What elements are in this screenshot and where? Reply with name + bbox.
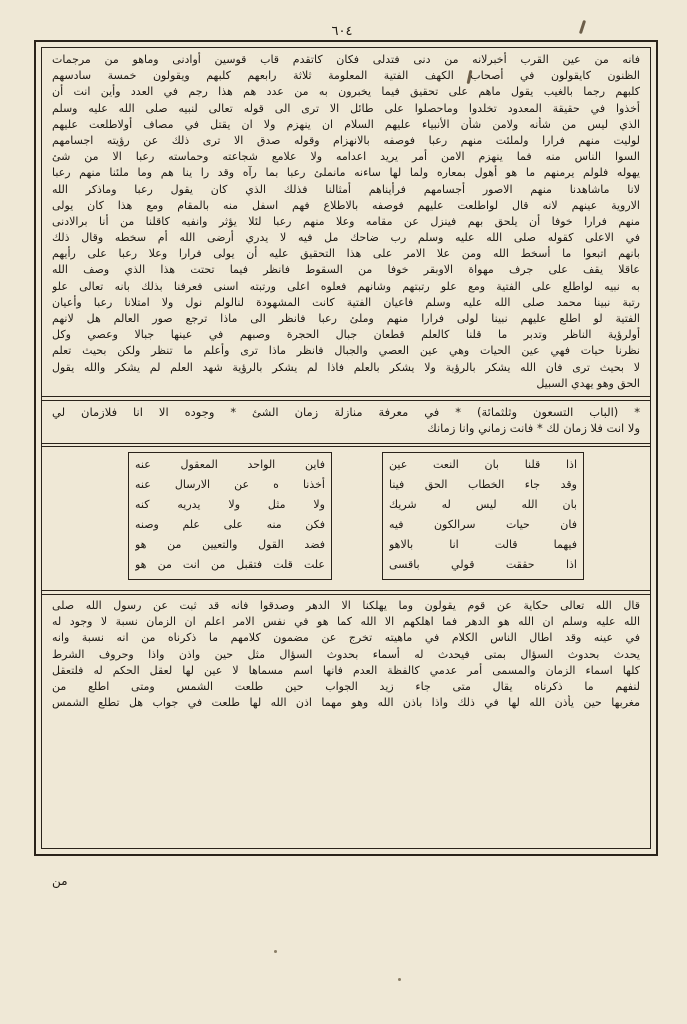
paper-spot xyxy=(398,978,401,981)
text-line: عاقلا يقف على جرف مهواة الاوبقر خوفا من السقوط فانظر فيما تحتت هذا الذي وصف الله xyxy=(52,263,640,277)
text-line: الظنون كايقولون في أصحاب الكهف الفتية المعلومة ثلاثة رابعهم كلبهم ويقولون خمسة سادسهم xyxy=(52,69,640,83)
text-line: قال الله تعالى حكاية عن قوم يقولون وما يهلكنا الا الدهر وصدقوا فانه قد ثبت عن رسول الله صلى xyxy=(52,599,640,612)
section-divider xyxy=(42,443,650,444)
poem-right-column xyxy=(382,452,584,580)
text-line: يحدث بحدوث السؤال بمتى فيحدث له أسماء بحدوث السؤال مثل حين واذن واذا وحروف الشرط xyxy=(52,647,640,661)
verse-line: وقد جاء الخطاب الحق فينا xyxy=(389,478,577,491)
catchword: من xyxy=(52,874,68,888)
text-line: به نبيه لواطلع على الفتية ومع علو رتبتهم وشانهم فعلوه اعلى ورتبته اسنى فعرفنا بذلك بانه تعالى علو xyxy=(52,279,640,293)
chapter-heading-line: * (الباب التسعون وثلثمائة) * في معرفة منازلة زمان الشئ * وجوده الا انا فلازمان لي xyxy=(52,405,640,419)
paper-spot xyxy=(274,950,277,953)
verse-line: اذا حققت قولي باقسى xyxy=(389,558,577,571)
text-line: في الاعلى كقوله صلى الله عليه وسلم رب ضاحك مل فيه لا يدري أرضى الله أم سخطه وقال ذلك xyxy=(52,231,640,245)
text-line: في عينه وقد اطال الناس الكلام في ماهيته تخرج عن مضمون كلامهم ما ذكرناه من انه نسبة وانه xyxy=(52,631,640,645)
verse-line: فان حيات سرالكون فيه xyxy=(389,518,577,531)
text-line: أولرؤية الناظر وتدبر ما قلنا كالعلم قطعان جبال الحجرة وصبهم في عينها جبالا وعصي وكل xyxy=(52,328,640,342)
text-line: الحق وهو يهدي السبيل xyxy=(536,376,640,390)
text-section-two xyxy=(52,598,640,711)
page-frame-inner xyxy=(41,47,651,849)
text-line: الذي ليس من شأنه ولامن شأن الأنبياء عليهم السلام ان ينهزم ولا ان يقتل في مصاف أولاطلعت عليهم xyxy=(52,117,640,131)
verse-line: ولا مثل ولا يدريه كنه xyxy=(135,498,325,511)
text-line: بانهم اتبعوا ما أسخط الله ومن علا الامر على هذا التحقيق عليه أن يولى فرارا وعلا رعبا على رأيهم xyxy=(52,247,640,261)
text-line: رتبة نبينا محمد صلى الله عليه وسلم فاعيان الفتية كانت المشهودة لنالولم نول ولا امتلانا رعبا وأعيان xyxy=(52,295,640,309)
verse-line: أخذنا ه عن الارسال عنه xyxy=(135,478,325,491)
ink-mark xyxy=(579,20,586,34)
text-line: أخذوا في حقيقة المعدود تخلدوا وماحصلوا على طائل الا ترى الى قوله تعالى لنبيه صلى الله عليه وسلم xyxy=(52,101,640,115)
text-line: نظرنا حيات فهي عين الحيات وهي عين العصي والجبال فانظر ماذا ترى وأعلم ما تنظر ولكن بحيث تعلم xyxy=(52,344,640,358)
verse-line: اذا قلنا بان النعت عين xyxy=(389,458,577,471)
chapter-heading xyxy=(52,404,640,436)
text-line: لانا ماشاهدنا منهم الاصور أجسامهم فرأيناهم أمثالنا فذلك الذي كان يقول رعبا وماذكر الله xyxy=(52,182,640,196)
verse-line: فاين الواحد المعقول عنه xyxy=(135,458,325,471)
text-line: الفتية لو اطلع عليهم نبينا لولى فرارا منهم وملئ رعبا فانظر الى ماذا ترجع صور العالم هل لانهم xyxy=(52,312,640,325)
text-line: كلها اسماء الزمان والمسمى أمر عدمي كالفظة العدم فانها اسم مسماها لا عين لها لعقل الحكم له فلتعقل xyxy=(52,663,640,677)
text-line: مغربها حين يأذن الله لها في ذلك واذا باذن الله وهو مهما اذن الله لها طلعت في جواب هل تطلع الشمس xyxy=(52,696,640,710)
text-line: الاروية عينهم لانه قال لواطلعت عليهم فوصفه بالاطلاع فهم اسفل منه بالمقام ومع هذا كان يولى xyxy=(52,198,640,212)
text-section-one xyxy=(52,52,640,392)
verse-line: علت قلت فتقبل من انت من هو xyxy=(135,558,325,571)
text-line: يهوله فلولم يرمنهم ما هو أهول بمعاره ولما لها ساءنه مانملئ رعبا بما رآه وقد را ينا هم وما ملئنا منهم رعبا xyxy=(52,166,640,180)
verse-line: فكن منه على علم وصنه xyxy=(135,518,325,531)
verse-line: فيهما قالت انا بالاهو xyxy=(389,538,577,551)
text-line: لوليت منهم فرارا ولملئت منهم رعبا فوصفه بالانهزام وقوله صدق الا ترى ذلك عن رؤيته اجسامهم xyxy=(52,133,640,147)
text-line: السوا الناس منه فما ينهزم الامن أمر يريد اعدامه ولا علامع شجاعته وحماسته رعبا الا من شئ xyxy=(52,150,640,164)
text-line: الله عليه وسلم ان الله هو الدهر فما اهلكهم الا الله كما هو في نفس الامر اعلم ان الزمان نسبة لا وجود له xyxy=(52,615,640,629)
verse-line: فضد القول والتعيين من هو xyxy=(135,538,325,551)
poem-left-column xyxy=(128,452,332,580)
text-line: لنفهم ما ذكرناه يقال متى جاء زيد الجواب حين طلعت الشمس ومتى اطلع من xyxy=(52,679,640,693)
section-divider xyxy=(42,396,650,401)
section-divider xyxy=(42,590,650,595)
text-line: فانه من عين القرب أخبرلانه من دنى فتدلى فكان كاتقدم قاب قوسين أوادنى وماهو من مرجمات xyxy=(52,53,640,66)
verse-line: بان الله ليس له شريك xyxy=(389,498,577,511)
page-frame xyxy=(34,40,658,856)
text-line: لا بحيث ترى فان الله يشكر بالرؤية ولا يشكر بالعلم فاذا لم يشكر بالرؤية شهد العلم لم يشكر والله يقول xyxy=(52,360,640,374)
section-divider xyxy=(42,446,650,447)
text-line: منهم فرارا خوفا أن يلحق بهم فينزل عن مقامه وعلا منهم رعبا لئلا يؤثر وانفيه كاقلنا من أنا برالادنى xyxy=(52,214,640,228)
text-line: كلبهم رجما بالغيب يقول ماهم على تحقيق فيما يخبرون به من عدد هم هذا رجم في العدد وأين انت أن xyxy=(52,85,640,99)
page-number: ٦٠٤ xyxy=(331,24,353,39)
chapter-heading-line: ولا انت فلا زمان لك * فانت زماني وانا زمانك xyxy=(427,421,640,436)
